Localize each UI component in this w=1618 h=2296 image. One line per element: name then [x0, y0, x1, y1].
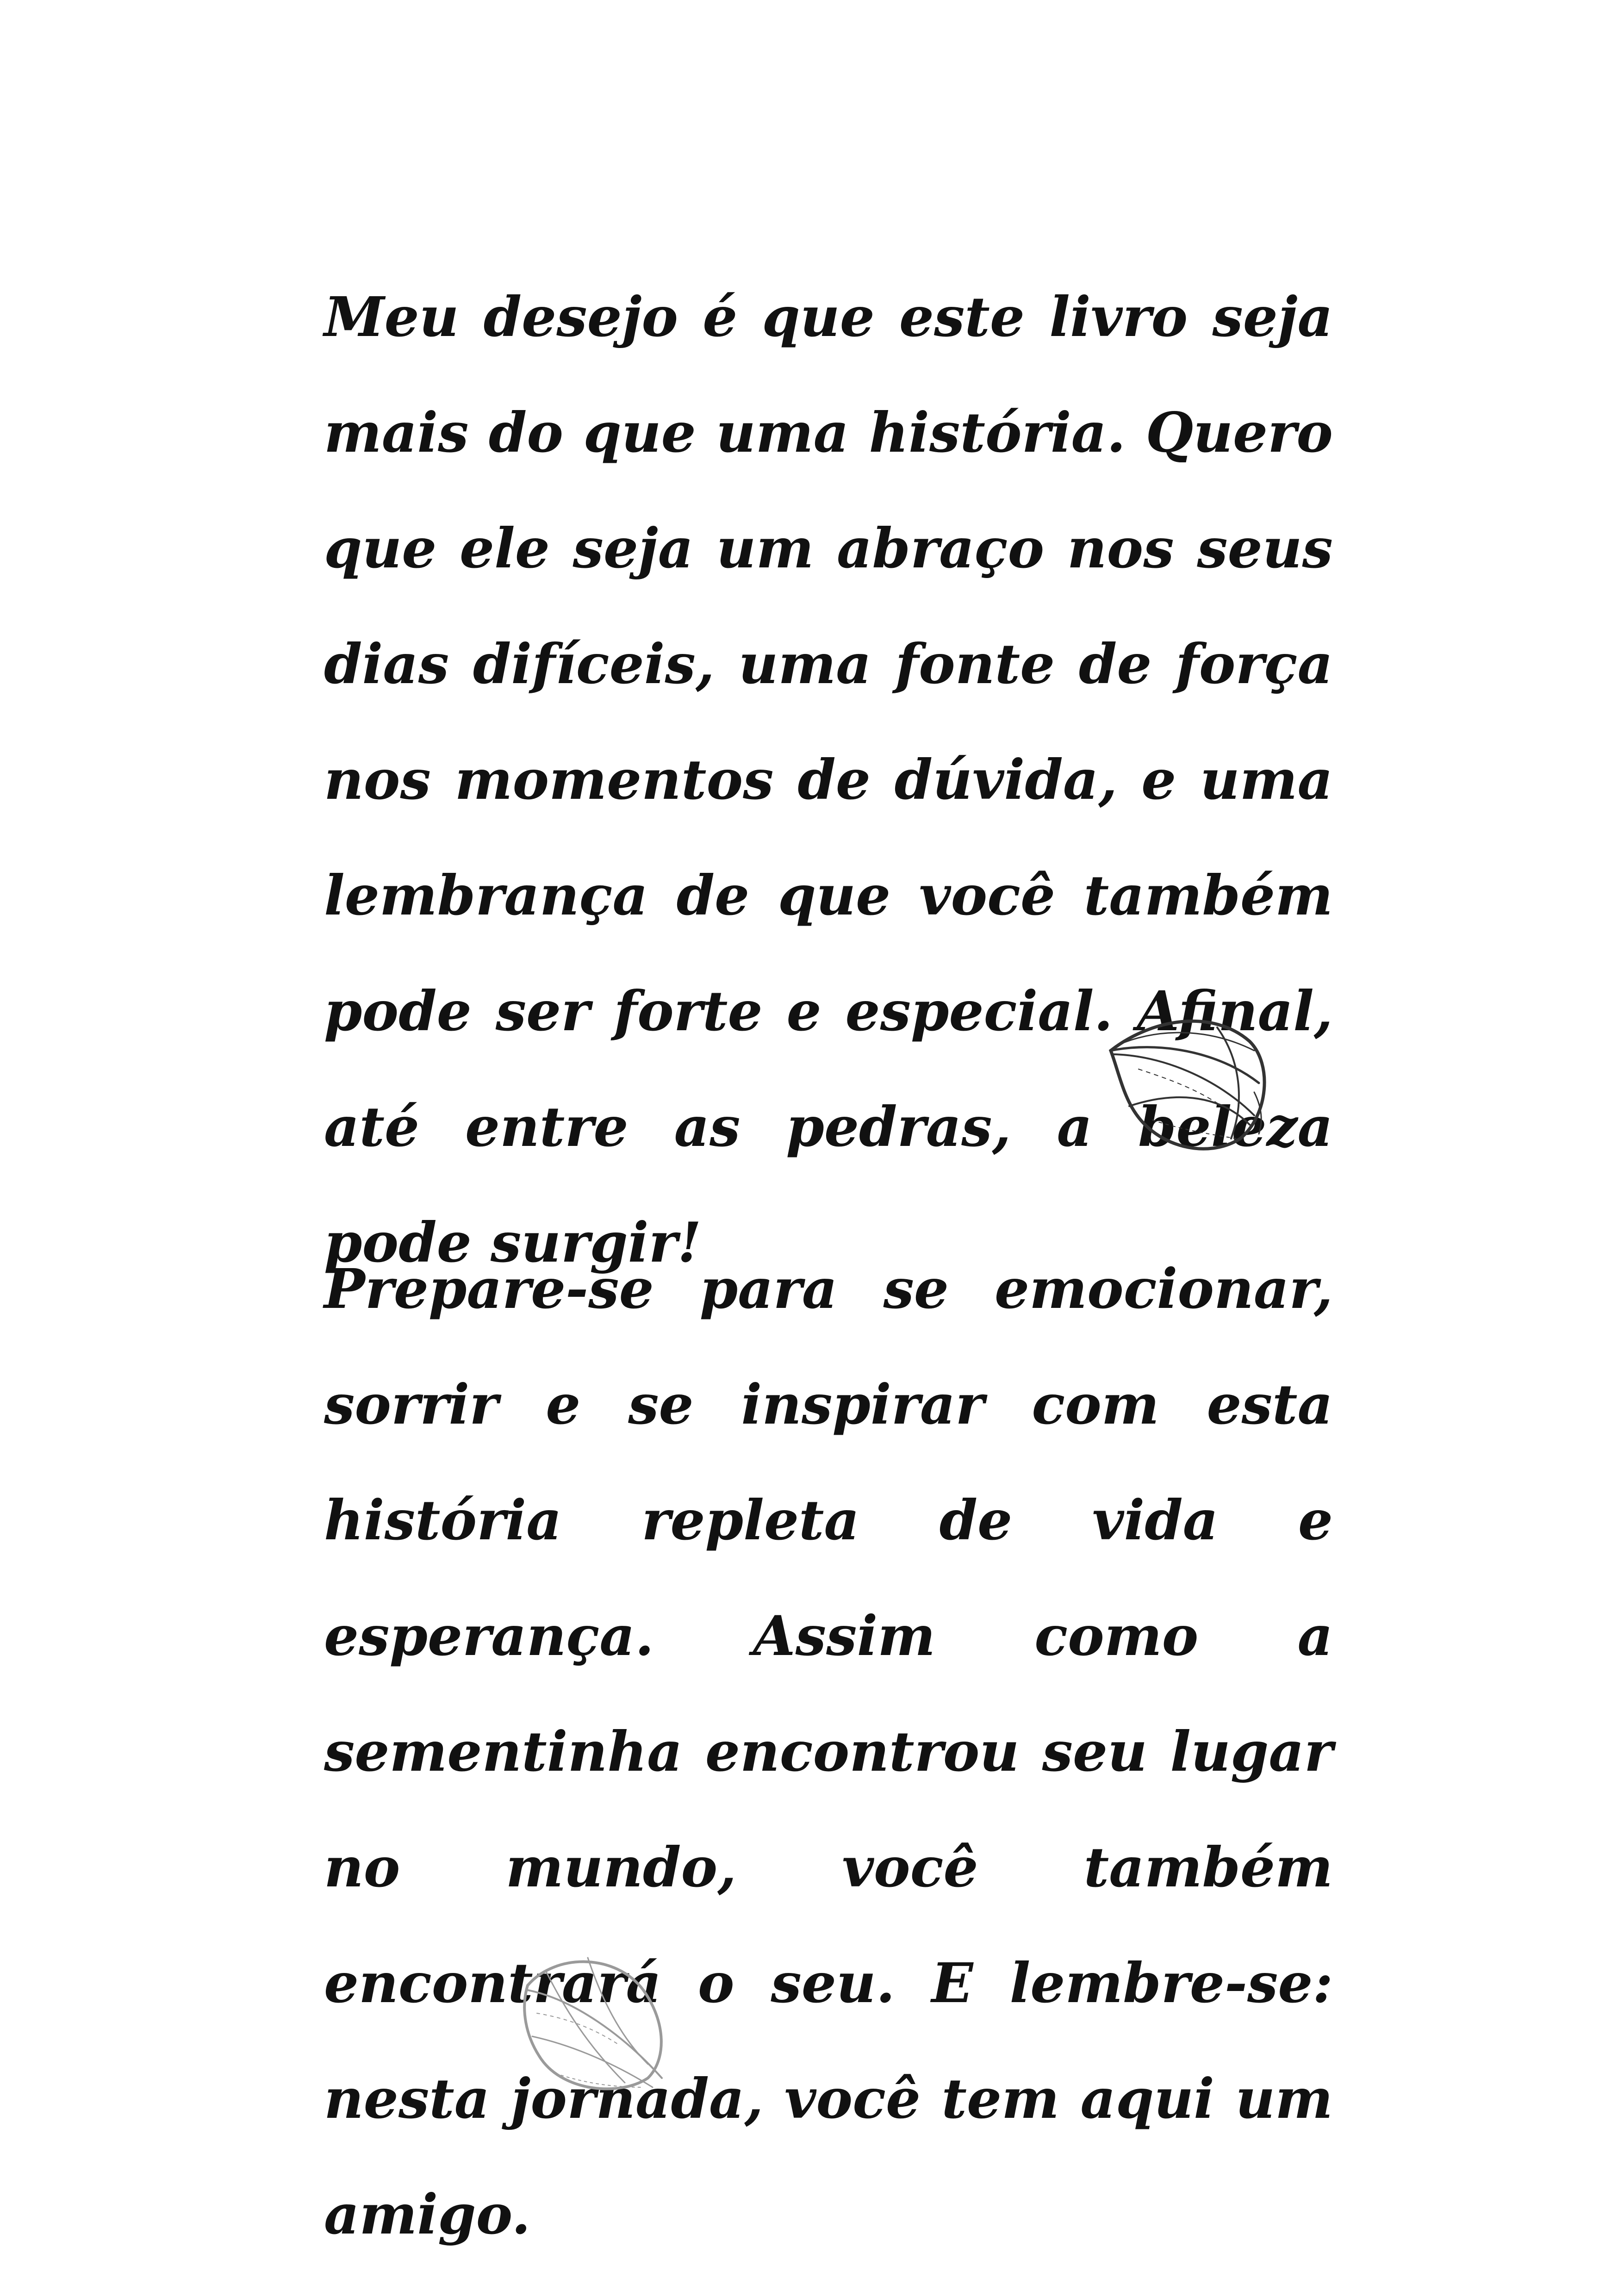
seed-sketch-icon	[509, 1944, 676, 2101]
paragraph-wish: Meu desejo é que este livro seja mais do que uma história. Quero que ele seja um abraço nos seus dias difíceis, uma fonte de força nos momentos de dúvida, e uma lembrança de que você também pode ser forte e especial. Afinal, até entre as pedras, a beleza pode surgir!	[324, 285, 1333, 1275]
paragraph-invitation: Prepare-se para se emocionar, sorrir e se inspirar com esta história repleta de vida e esperança. Assim como a sementinha encontrou seu lugar no mundo, você também encontrará o seu. E lembre-se: nesta jornada, você tem aqui um amigo.	[324, 1257, 1333, 2246]
seed-sketch-icon	[1101, 1000, 1277, 1157]
